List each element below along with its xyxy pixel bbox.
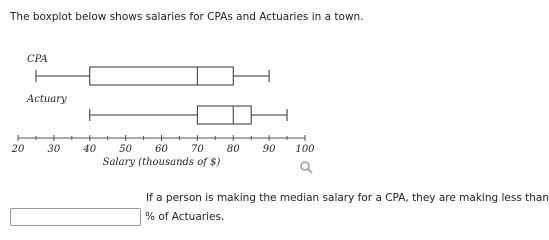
x-tick-label: 90 <box>262 144 276 155</box>
series-label-cpa: CPA <box>27 54 48 65</box>
x-tick-label: 60 <box>155 144 168 155</box>
boxplot-chart <box>0 40 439 190</box>
x-tick-label: 100 <box>295 144 315 155</box>
boxplot-svg <box>0 40 439 190</box>
series-label-actuary: Actuary <box>27 94 67 105</box>
x-tick-label: 70 <box>191 144 204 155</box>
magnifier-icon[interactable] <box>299 160 313 174</box>
box-actuary <box>197 106 251 124</box>
x-tick-label: 20 <box>11 144 25 155</box>
x-tick-label: 80 <box>226 144 240 155</box>
x-tick-label: 30 <box>47 144 61 155</box>
answer-input[interactable] <box>10 208 141 226</box>
box-cpa <box>90 67 234 85</box>
x-tick-label: 40 <box>83 144 97 155</box>
answer-suffix: % of Actuaries. <box>145 211 225 223</box>
question-prompt: If a person is making the median salary for a CPA, they are making less than <box>146 192 549 204</box>
question-intro: The boxplot below shows salaries for CPAs and Actuaries in a town. <box>10 11 364 23</box>
x-axis-title: Salary (thousands of $) <box>102 157 221 168</box>
x-tick-label: 50 <box>119 144 132 155</box>
